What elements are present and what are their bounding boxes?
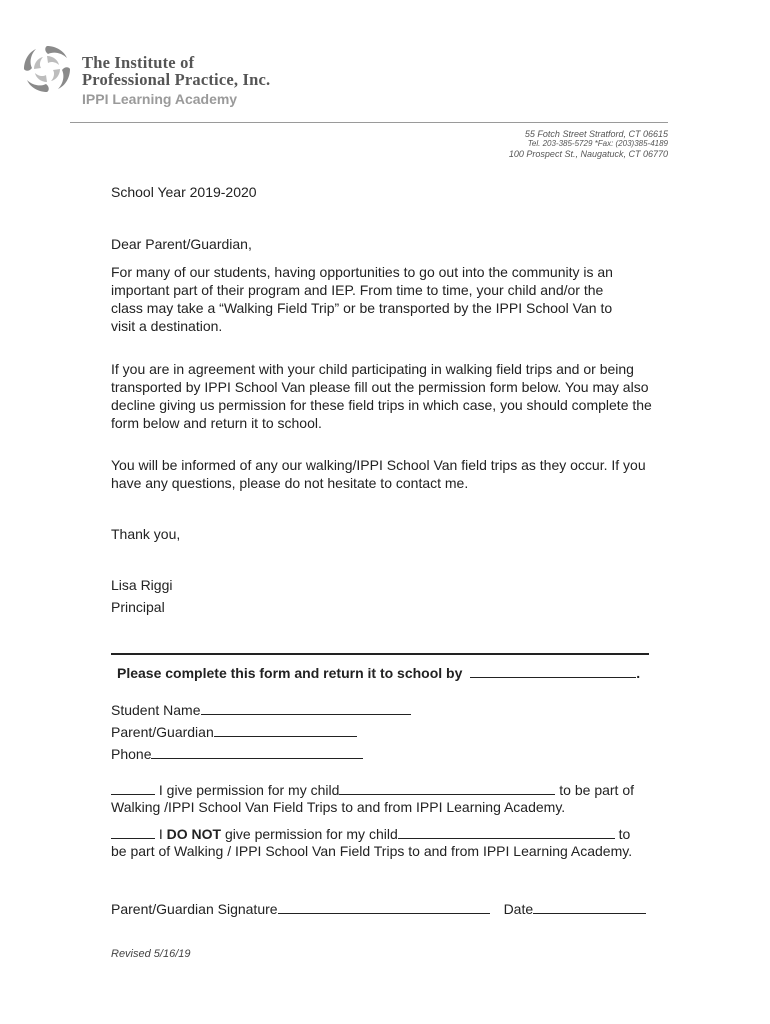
paragraph-line: form below and return it to school. — [111, 415, 322, 431]
signer-name: Lisa Riggi — [111, 577, 173, 593]
phone-field[interactable] — [151, 744, 363, 759]
signature-row — [111, 899, 646, 918]
paragraph-2 — [111, 360, 651, 432]
signer-title: Principal — [111, 599, 165, 615]
phone-row — [111, 744, 363, 763]
student-name-field[interactable] — [201, 700, 411, 715]
paragraph-line: If you are in agreement with your child participating in walking field trips and or being — [111, 361, 634, 377]
permit-child-field[interactable] — [339, 780, 555, 795]
deny-line2: be part of Walking / IPPI School Van Field Trips to and from IPPI Learning Academy. — [111, 843, 633, 859]
permit-line2: Walking /IPPI School Van Field Trips to and from IPPI Learning Academy. — [111, 799, 566, 815]
address-line3: 100 Prospect St., Naugatuck, CT 06770 — [508, 149, 668, 159]
student-name-label: Student Name — [111, 702, 201, 718]
revision-note: Revised 5/16/19 — [111, 948, 191, 960]
paragraph-line: visit a destination. — [111, 318, 223, 334]
deny-line1 — [111, 824, 630, 843]
deny-text1: give permission for my child — [221, 826, 398, 842]
date-label: Date — [503, 901, 534, 917]
form-title-period: . — [636, 665, 641, 681]
institute-logo — [20, 42, 74, 96]
paragraph-line: decline giving us permission for these field trips in which case, you should complete the — [111, 397, 652, 413]
paragraph-line: For many of our students, having opportunities to go out into the community is an — [111, 264, 613, 280]
paragraph-1 — [111, 263, 651, 335]
phone-label: Phone — [111, 746, 152, 762]
permit-initial-field[interactable] — [111, 780, 155, 795]
student-name-row — [111, 700, 411, 719]
permit-text1: I give permission for my child — [155, 782, 340, 798]
closing: Thank you, — [111, 526, 181, 542]
permit-line1 — [111, 780, 634, 799]
permit-text2: to be part of — [555, 782, 635, 798]
paragraph-line: class may take a “Walking Field Trip” or be transported by the IPPI School Van to — [111, 300, 613, 316]
paragraph-line: transported by IPPI School Van please fill out the permission form below. You may also — [111, 379, 649, 395]
paragraph-line: You will be informed of any our walking/IPPI School Van field trips as they occur. If you — [111, 457, 646, 473]
paragraph-line: important part of their program and IEP. From time to time, your child and/or the — [111, 282, 604, 298]
form-divider — [111, 653, 649, 655]
address-line1: 55 Fotch Street Stratford, CT 06615 — [524, 129, 668, 139]
parent-row — [111, 722, 357, 741]
academy-name: IPPI Learning Academy — [82, 91, 238, 107]
signature-label: Parent/Guardian Signature — [111, 901, 278, 917]
parent-field[interactable] — [214, 722, 357, 737]
form-title — [117, 663, 640, 681]
org-name-line1: The Institute of — [82, 53, 195, 72]
parent-label: Parent/Guardian — [111, 724, 214, 740]
paragraph-3 — [111, 456, 651, 492]
paragraph-line: have any questions, please do not hesitate to contact me. — [111, 475, 469, 491]
address-line2: Tel. 203-385-5729 *Fax: (203)385-4189 — [527, 139, 668, 148]
deny-prefix: I — [155, 826, 167, 842]
signature-field[interactable] — [278, 899, 490, 914]
header-divider — [70, 122, 668, 123]
school-year: School Year 2019-2020 — [111, 184, 257, 200]
date-field[interactable] — [533, 899, 646, 914]
deny-initial-field[interactable] — [111, 824, 155, 839]
deny-emphasis: DO NOT — [166, 826, 222, 842]
return-date-field[interactable] — [470, 663, 636, 678]
form-title-text: Please complete this form and return it to school by — [117, 665, 463, 681]
deny-child-field[interactable] — [398, 824, 615, 839]
greeting: Dear Parent/Guardian, — [111, 236, 252, 252]
deny-text2: to — [614, 826, 631, 842]
org-name-line2: Professional Practice, Inc. — [82, 70, 271, 89]
